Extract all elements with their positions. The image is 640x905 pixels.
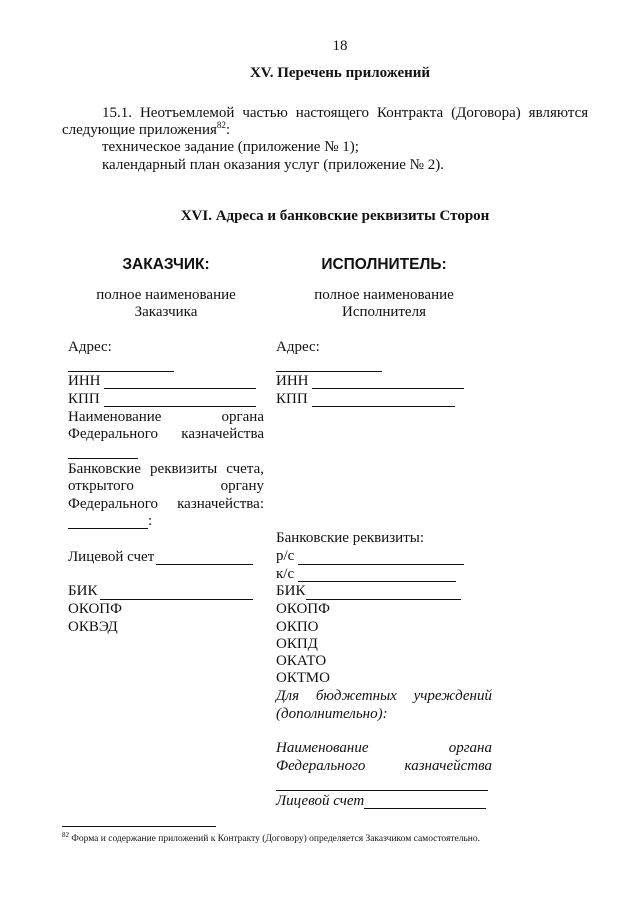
customer-kpp-label: КПП bbox=[68, 391, 100, 407]
contractor-personal-account-label: Лицевой счет bbox=[276, 793, 365, 809]
customer-fullname-label-2: Заказчика bbox=[134, 304, 198, 320]
section-15-paragraph-line1 bbox=[102, 105, 612, 122]
customer-inn-label: ИНН bbox=[68, 373, 101, 389]
appendix-item-1: техническое задание (приложение № 1); bbox=[102, 139, 359, 155]
footnote-ref: 82 bbox=[216, 120, 226, 130]
contractor-oktmo-label: ОКТМО bbox=[276, 670, 330, 686]
contractor-rs-label: р/с bbox=[276, 548, 295, 564]
customer-bank-line1 bbox=[68, 461, 264, 478]
contractor-bank-details-label: Банковские реквизиты: bbox=[276, 530, 425, 546]
word: реквизиты bbox=[150, 461, 218, 477]
customer-fullname-label-1: полное наименование bbox=[96, 287, 236, 303]
word: Наименование bbox=[276, 740, 369, 756]
contractor-bik-line bbox=[306, 599, 461, 600]
contractor-treasury-line1 bbox=[276, 740, 492, 757]
contractor-address-label: Адрес: bbox=[276, 339, 320, 355]
customer-bik-line bbox=[100, 599, 253, 600]
word: Федерального bbox=[68, 496, 159, 512]
customer-heading: ЗАКАЗЧИК: bbox=[122, 256, 210, 273]
word: Федерального bbox=[276, 758, 366, 774]
contractor-kpp-label: КПП bbox=[276, 391, 308, 407]
customer-okved-label: ОКВЭД bbox=[68, 619, 118, 635]
customer-treasury-line1 bbox=[68, 409, 264, 426]
word: казначейства bbox=[181, 426, 264, 442]
contractor-okopf-label: ОКОПФ bbox=[276, 601, 330, 617]
footnote-separator bbox=[62, 826, 216, 827]
section-15-paragraph-line2 bbox=[62, 122, 230, 139]
word: бюджетных bbox=[315, 688, 397, 704]
contractor-treasury-line2 bbox=[276, 758, 492, 775]
customer-bik-label: БИК bbox=[68, 583, 98, 599]
contractor-personal-account-line bbox=[364, 808, 486, 809]
customer-bank-colon: : bbox=[148, 513, 153, 529]
para-text-end: : bbox=[225, 122, 231, 138]
para-text: 15.1. Неотъемлемой частью настоящего Контракта (Договора) являются bbox=[102, 105, 589, 121]
word: казначейства bbox=[404, 758, 492, 774]
contractor-fullname-label-2: Исполнителя bbox=[342, 304, 426, 320]
contractor-heading: ИСПОЛНИТЕЛЬ: bbox=[321, 256, 447, 273]
contractor-bik-label: БИК bbox=[276, 583, 306, 599]
section-15-title: XV. Перечень приложений bbox=[249, 65, 431, 81]
word: органа bbox=[448, 740, 492, 756]
customer-inn-line bbox=[104, 388, 256, 389]
page-number: 18 bbox=[332, 38, 348, 54]
contractor-treasury-line bbox=[276, 790, 488, 791]
section-16-title: XVI. Адреса и банковские реквизиты Сторон bbox=[180, 208, 490, 224]
contractor-budget-line2: (дополнительно): bbox=[276, 706, 388, 722]
contractor-inn-line bbox=[312, 388, 464, 389]
contractor-kpp-line bbox=[312, 406, 455, 407]
contractor-inn-label: ИНН bbox=[276, 373, 309, 389]
word: учреждений bbox=[413, 688, 492, 704]
word: счета, bbox=[226, 461, 264, 477]
contractor-okato-label: ОКАТО bbox=[276, 653, 327, 669]
contractor-okpo-label: ОКПО bbox=[276, 619, 319, 635]
word: Наименование bbox=[68, 409, 162, 425]
contractor-fullname-label-1: полное наименование bbox=[314, 287, 454, 303]
customer-treasury-line bbox=[68, 458, 138, 459]
customer-bank-line2 bbox=[68, 478, 264, 495]
word: Федерального bbox=[68, 426, 159, 442]
contractor-budget-line1 bbox=[276, 688, 492, 705]
footnote bbox=[62, 830, 481, 845]
contractor-address-line bbox=[276, 371, 382, 372]
word: Для bbox=[276, 688, 300, 704]
footnote-text: Форма и содержание приложений к Контракту (Договору) определяется Заказчиком самостоятельно. bbox=[71, 834, 481, 844]
contractor-rs-line bbox=[298, 564, 464, 565]
footnote-mark: 82 bbox=[62, 830, 69, 839]
word: Банковские bbox=[68, 461, 141, 477]
customer-treasury-line2 bbox=[68, 426, 264, 443]
customer-personal-account-line bbox=[156, 564, 253, 565]
word: казначейства: bbox=[177, 496, 264, 512]
customer-address-label: Адрес: bbox=[68, 339, 112, 355]
customer-okopf-label: ОКОПФ bbox=[68, 601, 122, 617]
word: органа bbox=[221, 409, 264, 425]
word: открытого bbox=[68, 478, 134, 494]
customer-kpp-line bbox=[104, 406, 256, 407]
customer-bank-line3 bbox=[68, 496, 264, 513]
contractor-ks-label: к/с bbox=[276, 566, 295, 582]
contractor-ks-line bbox=[298, 581, 456, 582]
word: органу bbox=[220, 478, 264, 494]
customer-address-line bbox=[68, 371, 174, 372]
customer-personal-account-label: Лицевой счет bbox=[68, 549, 155, 565]
customer-bank-line bbox=[68, 528, 148, 529]
para-text: следующие приложения bbox=[62, 122, 217, 138]
contractor-okpd-label: ОКПД bbox=[276, 636, 318, 652]
appendix-item-2: календарный план оказания услуг (приложение № 2). bbox=[102, 157, 444, 173]
